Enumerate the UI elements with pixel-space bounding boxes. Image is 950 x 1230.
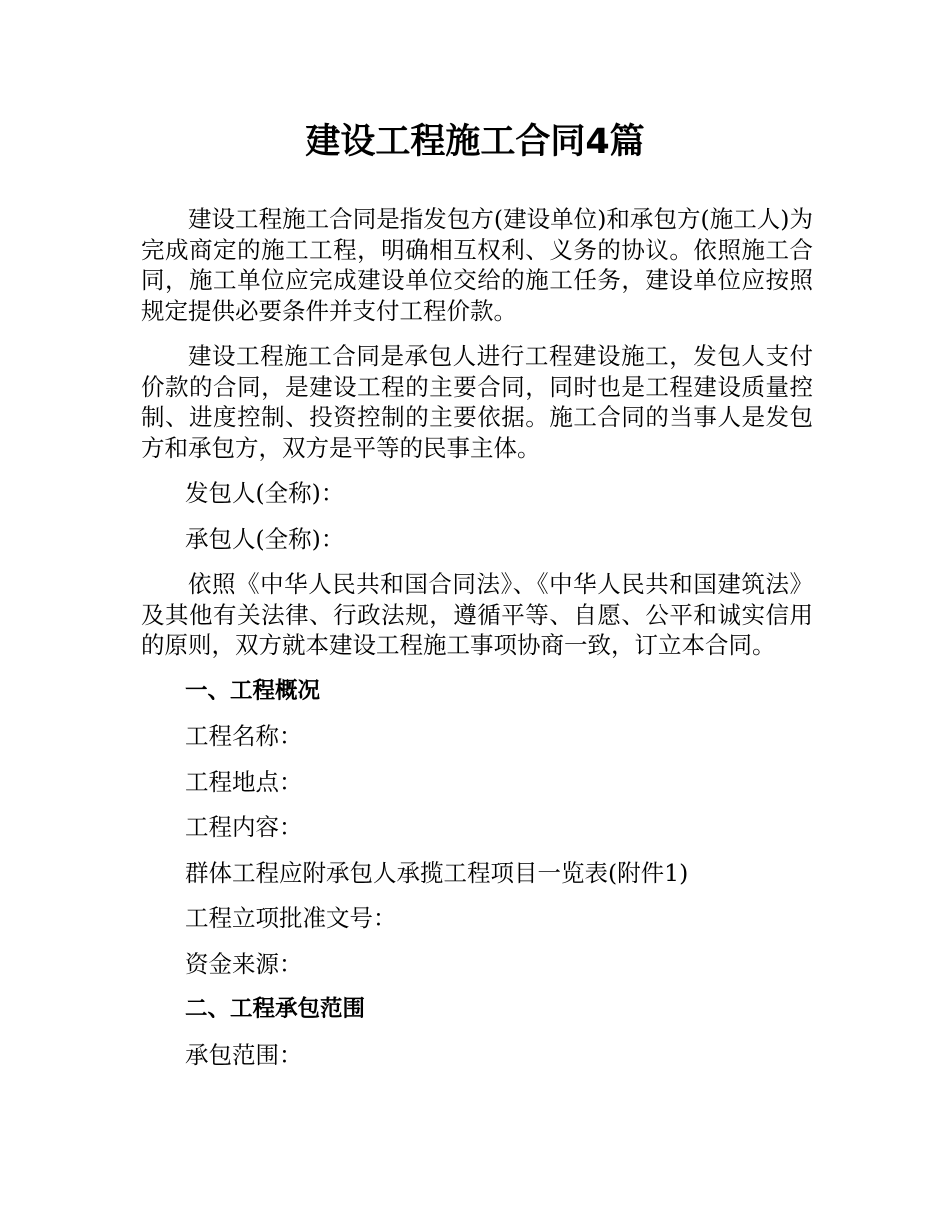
approval-number-field: 工程立项批准文号： [185, 904, 397, 932]
contractor-field-label: 承包人(全称)： [185, 524, 345, 553]
document-body [141, 204, 813, 1085]
scope-field: 承包范围： [185, 1040, 303, 1069]
contract-description-paragraph: 建设工程施工合同是承包人进行工程建设施工，发包人支付价款的合同，是建设工程的主要合同，同时也是工程建设质量控制、进度控制、投资控制的主要依据。施工合同的当事人是发包方和承包方，双方是平等的民事主体。 [141, 342, 813, 462]
project-location-field: 工程地点： [185, 767, 303, 796]
legal-basis-paragraph: 依照《中华人民共和国合同法》、《中华人民共和国建筑法》及其他有关法律、行政法规，遵循平等、自愿、公平和诚实信用的原则，双方就本建设工程施工事项协商一致，订立本合同。 [141, 570, 813, 659]
intro-paragraph: 建设工程施工合同是指发包方(建设单位)和承包方(施工人)为完成商定的施工工程，明确相互权利、义务的协议。依照施工合同，施工单位应完成建设单位交给的施工任务，建设单位应按照规定提供必要条件并支付工程价款。 [141, 205, 813, 325]
section-heading-contract-scope: 二、工程承包范围 [185, 996, 366, 1022]
group-project-note: 群体工程应附承包人承揽工程项目一览表(附件1) [185, 858, 689, 887]
section-heading-project-overview: 一、工程概况 [185, 677, 321, 704]
project-name-field: 工程名称： [185, 722, 303, 750]
employer-field-label: 发包人(全称)： [185, 479, 345, 507]
funding-source-field: 资金来源： [185, 949, 303, 978]
project-content-field: 工程内容： [185, 813, 303, 841]
document-title: 建设工程施工合同4篇 [305, 122, 645, 162]
